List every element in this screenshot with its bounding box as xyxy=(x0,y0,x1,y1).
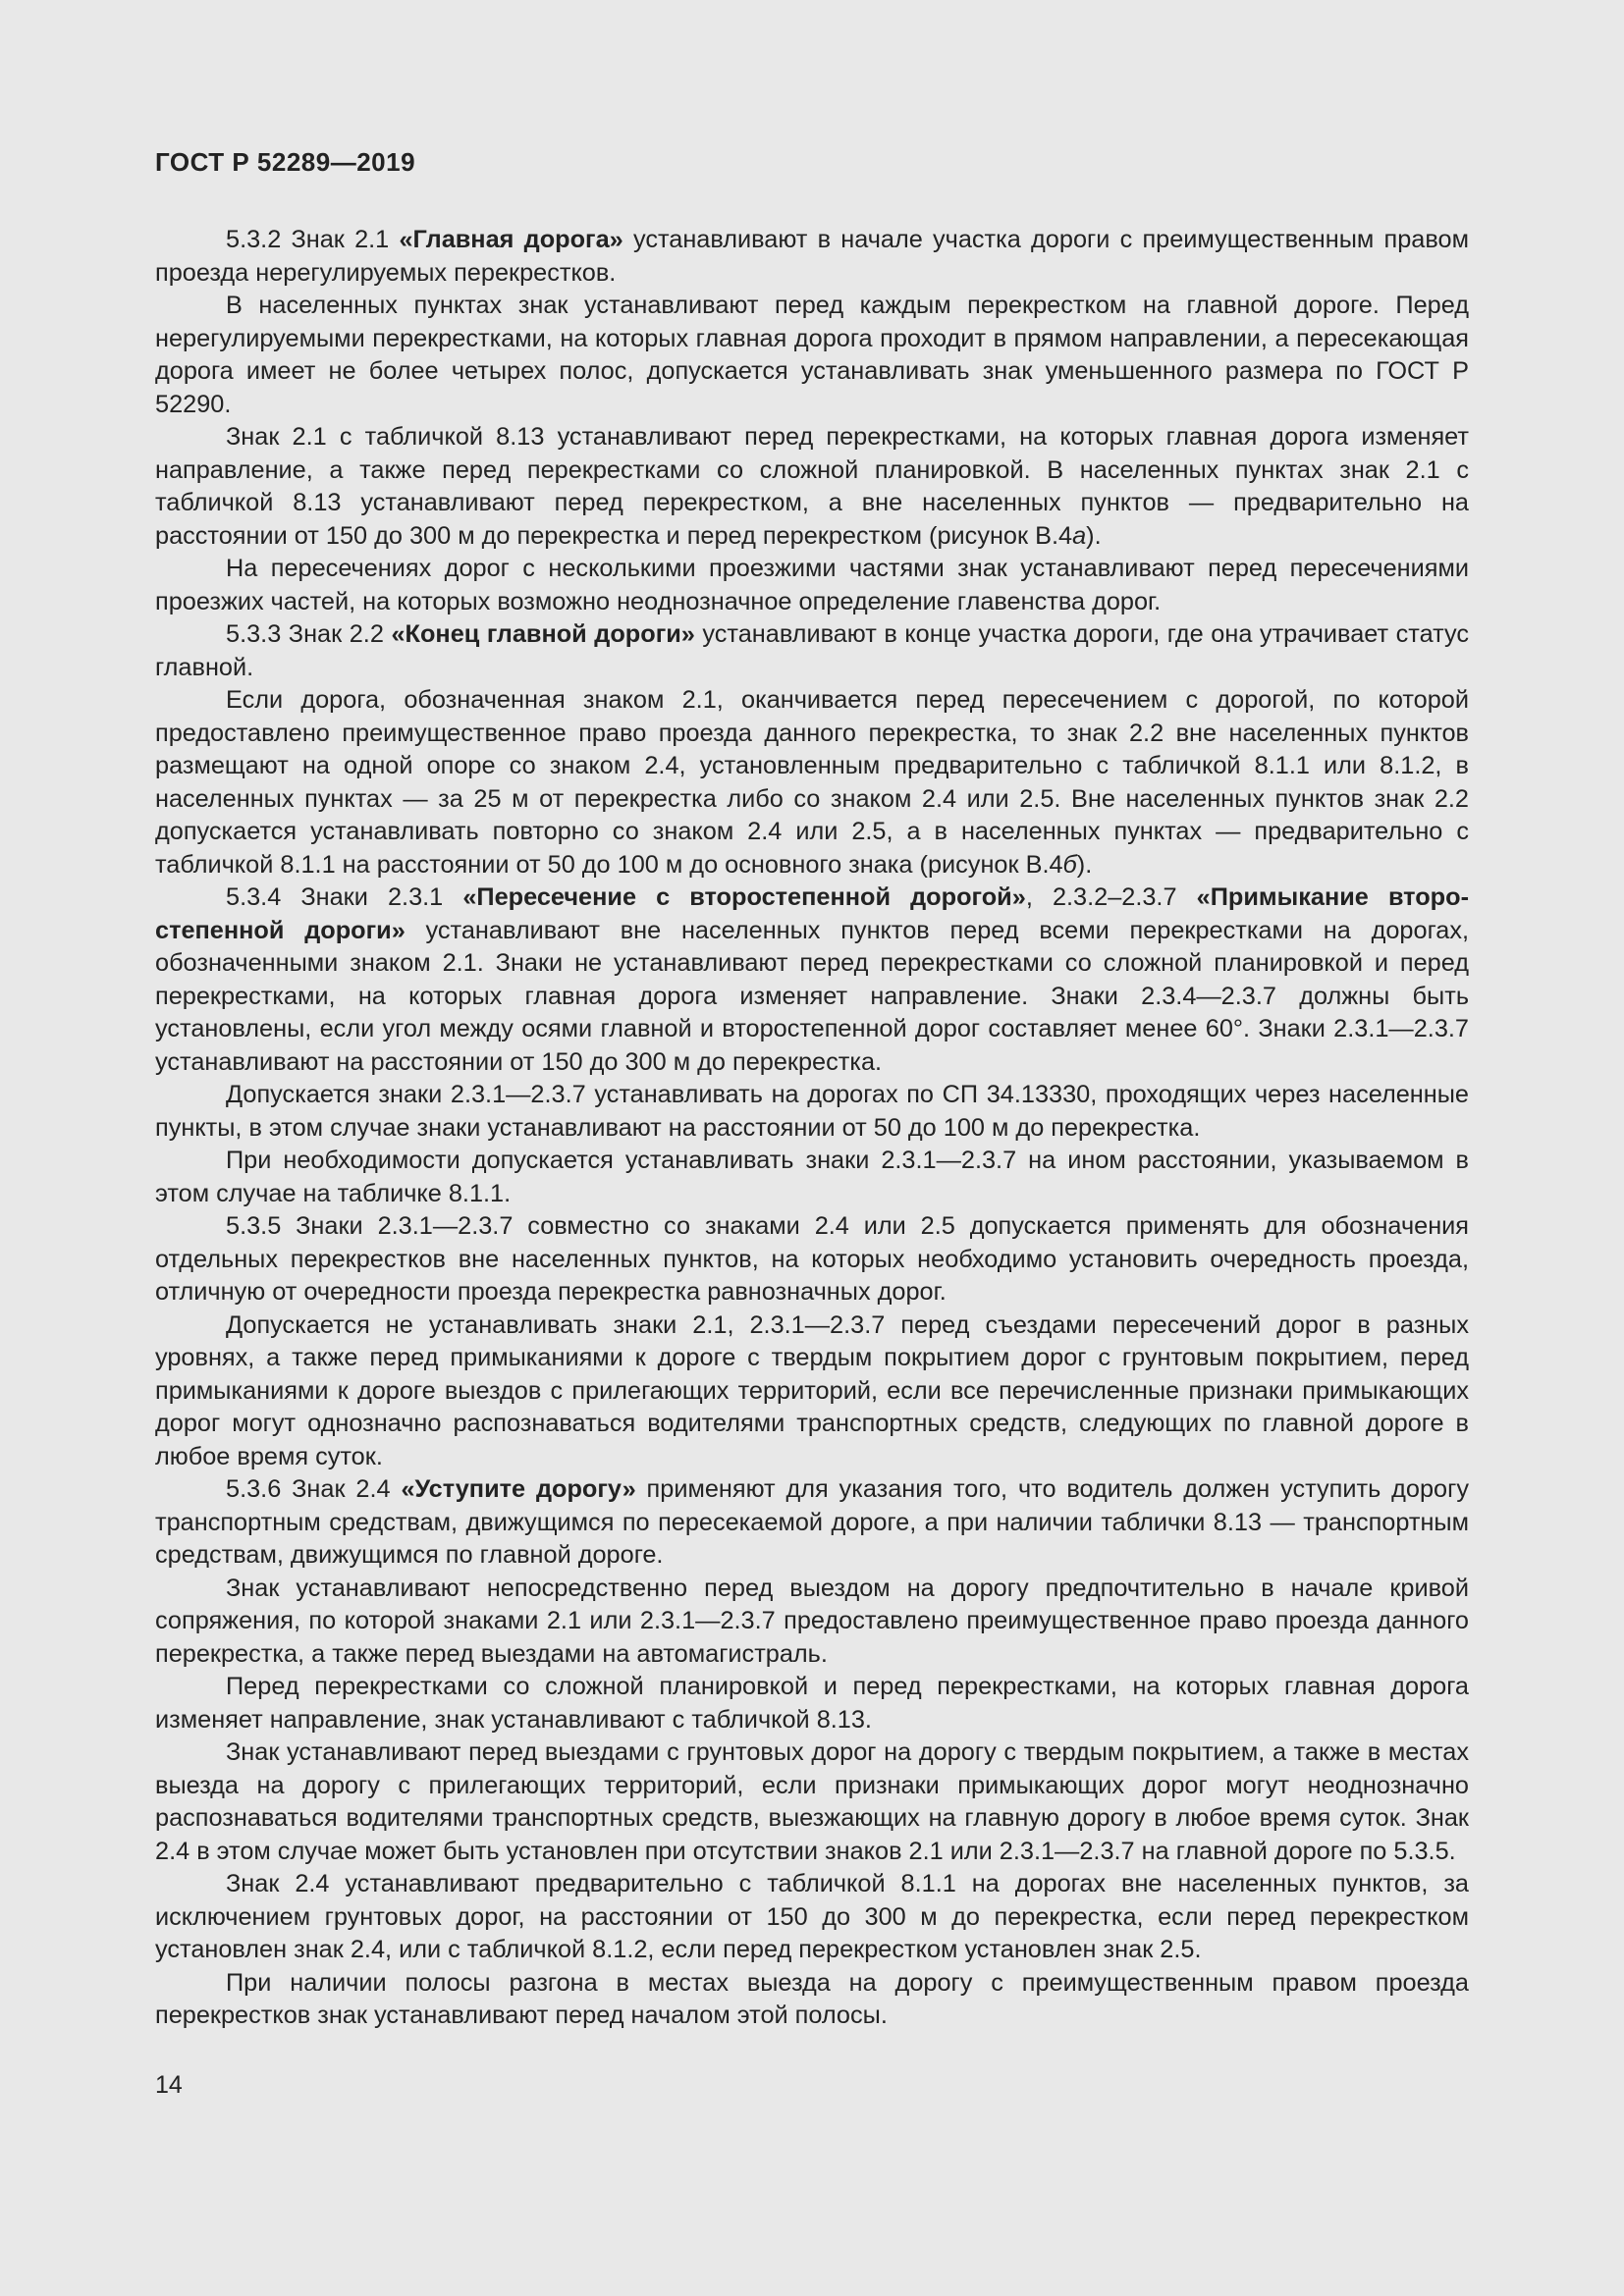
bold-text: «Примыкание второстепенной дороги» xyxy=(155,883,1470,944)
text-run: При необходимости допускается устанавливать знаки 2.3.1—2.3.7 на ином расстоянии, указываемом в этом случае на табличке 8.1.1. xyxy=(155,1147,1469,1207)
paragraph xyxy=(155,1868,1469,1967)
text-run: Знак устанавливают непосредственно перед выездом на дорогу предпочтительно в начале кривой сопряжения, по которой знаками 2.1 или 2.3.1—2.3.7 предоставлено преимущественное право проезда данного перекрестка, а также перед выездами на автомагистраль. xyxy=(155,1574,1469,1668)
text-run: Знак 2.1 с табличкой 8.13 устанавливают перед перекрестками, на которых главная дорога изменяет направление, а также перед перекрестками со сложной планировкой. В населенных пунктах знак 2.1 с табличкой 8.13 устанавливают перед перекрестком, а вне населенных пунктов — предварительно на расстоянии от 150 до 300 м до перекрестка и перед перекрестком (рисунок В.4 xyxy=(155,423,1469,550)
paragraph xyxy=(155,1967,1469,2033)
text-run: Если дорога, обозначенная знаком 2.1, оканчивается перед пересечением с дорогой, по которой предоставлено преимущественное право проезда данного перекрестка, то знак 2.2 вне населенных пунктов размещают на одной опоре со знаком 2.4, установленным предварительно с табличкой 8.1.1 или 8.1.2, в населенных пунктах — за 25 м от перекрестка либо со знаком 2.4 или 2.5. Вне населенных пунктов знак 2.2 допускается устанавливать повторно со знаком 2.4 или 2.5, а в населенных пунктах — предварительно с табличкой 8.1.1 на расстоянии от 50 до 100 м до основного знака (рисунок В.4 xyxy=(155,686,1469,879)
text-run: 5.3.5 Знаки 2.3.1—2.3.7 совместно со знаками 2.4 или 2.5 допускается применять для обозначения отдельных перекрестков вне населенных пунктов, на которых необходимо установить очередность проезда, отличную от очередности проезда перекрестка равнозначных дорог. xyxy=(155,1212,1469,1306)
paragraph xyxy=(155,224,1469,290)
paragraph xyxy=(155,881,1469,1079)
text-run: Знак 2.4 устанавливают предварительно с табличкой 8.1.1 на дорогах вне населенных пунктов, за исключением грунтовых дорог, на расстоянии от 150 до 300 м до перекрестка, если перед перекрестком установлен знак 2.4, или с табличкой 8.1.2, если перед перекрестком установлен знак 2.5. xyxy=(155,1870,1469,1963)
paragraph xyxy=(155,1079,1469,1145)
body-text xyxy=(155,224,1469,2033)
paragraph xyxy=(155,421,1469,553)
text-run: Перед перекрестками со сложной планировкой и перед перекрестками, на которых главная дорога изменяет направление, знак устанавливают с табличкой 8.13. xyxy=(155,1673,1469,1734)
bold-text: «Главная дорога» xyxy=(399,226,623,253)
document-header: ГОСТ Р 52289—2019 xyxy=(155,147,416,177)
text-run: устанавливают вне населенных пунктов перед всеми перекрестками на дорогах, обозначенными знаком 2.1. Знаки не устанавливают перед перекрестками со сложной планировкой и перед перекрестками, на которых главная дорога изменяет направление. Знаки 2.3.4—2.3.7 должны быть установлены, если угол между осями главной и второстепенной дорог составляет менее 60°. Знаки 2.3.1—2.3.7 устанавливают на расстоянии от 150 до 300 м до перекрестка. xyxy=(155,916,1469,1076)
bold-text: «Уступите дорогу» xyxy=(401,1475,636,1503)
text-run: устанавливают в конце участка дороги, где она утрачивает статус главной. xyxy=(155,620,1469,681)
italic-text: б xyxy=(1062,850,1077,879)
text-run: В населенных пунктах знак устанавливают перед каждым перекрестком на главной дороге. Перед нерегулируемыми перекрестками, на которых главная дорога проходит в прямом направлении, а пересекающая дорога имеет не более четырех полос, допускается устанавливать знак уменьшенного размера по ГОСТ Р 52290. xyxy=(155,292,1469,418)
text-run: На пересечениях дорог с несколькими проезжими частями знак устанавливают перед пересечениями проезжих частей, на которых возможно неоднозначное определение главенства дорог. xyxy=(155,555,1469,615)
text-run: При наличии полосы разгона в местах выезда на дорогу с преимущественным правом проезда перекрестков знак устанавливают перед началом этой полосы. xyxy=(155,1968,1469,2029)
paragraph xyxy=(155,1210,1469,1309)
text-run: 5.3.6 Знак 2.4 xyxy=(226,1475,402,1503)
text-run: , 2.3.2–2.3.7 xyxy=(1025,883,1197,911)
paragraph xyxy=(155,1736,1469,1868)
italic-text: а xyxy=(1072,521,1087,550)
paragraph xyxy=(155,1473,1469,1573)
text-run: 5.3.2 Знак 2.1 xyxy=(226,226,400,253)
text-run: Знак устанавливают перед выездами с грунтовых дорог на дорогу с твердым покрытием, а также в местах выезда на дорогу с прилегающих территорий, если признаки примыкающих дорог могут неоднозначно распознаваться водителями транспортных средств, выезжающих на главную дорогу в любое время суток. Знак 2.4 в этом случае может быть установлен при отсутствии знаков 2.1 или 2.3.1—2.3.7 на главной дороге по 5.3.5. xyxy=(155,1738,1469,1865)
paragraph xyxy=(155,290,1469,421)
text-run: устанавливают в начале участка дороги с преимущественным правом проезда нерегулируемых перекрестков. xyxy=(155,226,1469,287)
paragraph xyxy=(155,1309,1469,1474)
paragraph xyxy=(155,1145,1469,1210)
text-run: Допускается не устанавливать знаки 2.1, 2.3.1—2.3.7 перед съездами пересечений дорог в разных уровнях, а также перед примыканиями к дороге с твердым покрытием дорог с грунтовым покрытием, перед примыканиями к дороге выездов с прилегающих территорий, если все перечисленные признаки примыкающих дорог могут однозначно распознаваться водителями транспортных средств, следующих по главной дороге в любое время суток. xyxy=(155,1310,1469,1470)
paragraph xyxy=(155,1671,1469,1736)
paragraph xyxy=(155,1573,1469,1672)
paragraph xyxy=(155,684,1469,881)
text-run: применяют для указания того, что водитель должен уступить дорогу транспортным средствам, движущимся по пересекаемой дороге, а при наличии таблички 8.13 — транспортным средствам, движущимся по главной дороге. xyxy=(155,1475,1469,1569)
text-run: 5.3.3 Знак 2.2 xyxy=(226,620,392,648)
bold-text: «Конец главной дороги» xyxy=(391,620,695,648)
text-run: ). xyxy=(1076,850,1093,879)
paragraph xyxy=(155,553,1469,618)
bold-text: «Пересечение с второстепенной дорогой» xyxy=(462,883,1026,911)
text-run: Допускается знаки 2.3.1—2.3.7 устанавливать на дорогах по СП 34.13330, проходящих через населенные пункты, в этом случае знаки устанавливают на расстоянии от 50 до 100 м до перекрестка. xyxy=(155,1081,1469,1142)
paragraph xyxy=(155,618,1469,684)
text-run: 5.3.4 Знаки 2.3.1 xyxy=(226,883,463,911)
text-run: ). xyxy=(1086,521,1102,550)
page-number: 14 xyxy=(155,2071,183,2099)
